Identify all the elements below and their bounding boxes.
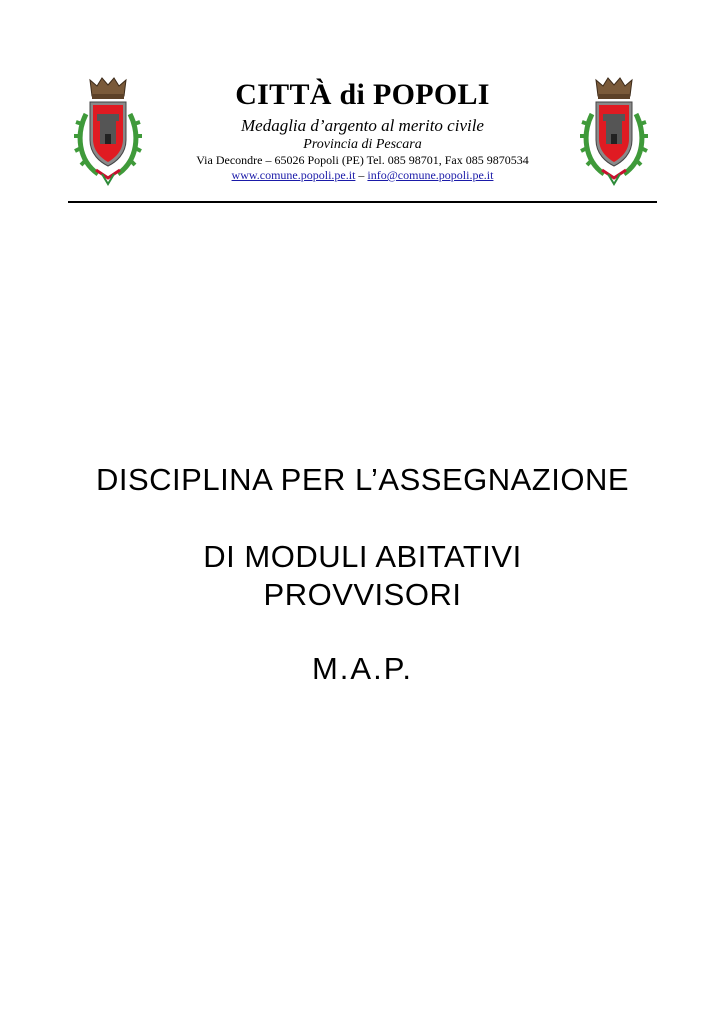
link-separator: – — [358, 168, 365, 182]
document-title-line-1: DISCIPLINA PER L’ASSEGNAZIONE — [95, 462, 630, 497]
civil-merit-subtitle: Medaglia d’argento al merito civile — [241, 116, 484, 135]
coat-of-arms-icon — [578, 74, 650, 186]
province-line: Provincia di Pescara — [303, 137, 422, 152]
document-acronym: M.A.P. — [311, 651, 414, 686]
header-divider — [68, 201, 657, 203]
city-title: CITTÀ di POPOLI — [235, 78, 490, 111]
document-title-line-2: DI MODULI ABITATIVI — [203, 539, 522, 574]
coat-of-arms-icon — [72, 74, 144, 186]
address-line: Via Decondre – 65026 Popoli (PE) Tel. 085 98701, Fax 085 9870534 — [196, 153, 529, 167]
contact-links — [140, 168, 585, 183]
letterhead — [140, 78, 585, 183]
website-link[interactable]: www.comune.popoli.pe.it — [231, 168, 356, 182]
email-link[interactable]: info@comune.popoli.pe.it — [367, 168, 494, 182]
document-title-line-3: PROVVISORI — [263, 577, 462, 612]
